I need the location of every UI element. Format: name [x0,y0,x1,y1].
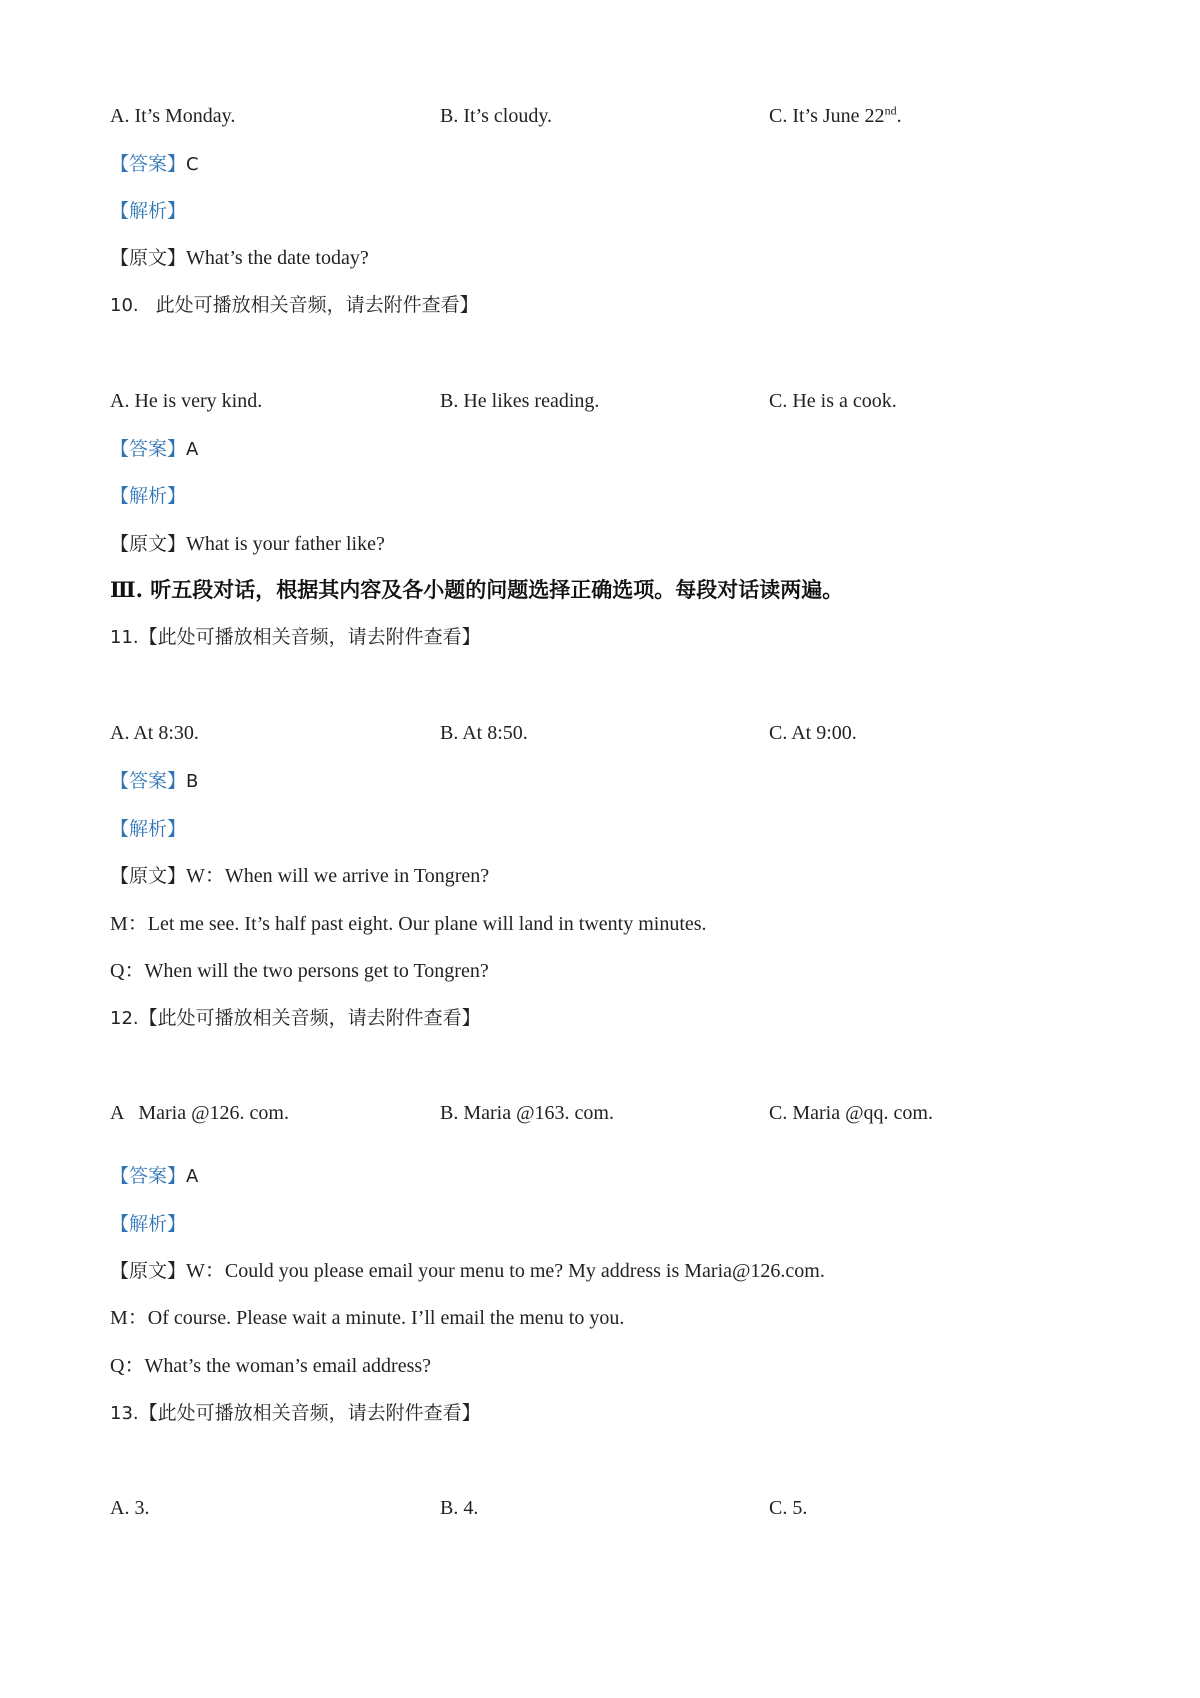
q13-option-a: A. 3. [110,1497,150,1519]
answer-value: C [186,154,199,175]
q11-option-b: B. At 8:50. [440,722,528,744]
q11-option-a: A. At 8:30. [110,722,199,744]
original-tag: 【原文】 [110,247,187,269]
answer-value: A [186,439,199,460]
audio-prompt: 【此处可播放相关音频，请去附件查看】 [138,1402,481,1424]
q13-prompt [110,1399,481,1428]
analysis-tag: 【解析】 [110,818,187,840]
answer-tag: 【答案】 [110,1165,187,1187]
q11-original-line-1 [110,862,489,890]
q13-options [110,1494,1110,1522]
audio-prompt: 【此处可播放相关音频，请去附件查看】 [138,1007,481,1029]
original-tag: 【原文】 [110,865,187,887]
q12-options [110,1099,1110,1127]
answer-value: A [186,1166,199,1187]
q12-original-line-3: Q：What’s the woman’s email address? [110,1355,432,1377]
q9-option-a: A. It’s Monday. [110,105,236,127]
q12-option-c: C. Maria @qq. com. [769,1102,933,1124]
audio-prompt: 此处可播放相关音频，请去附件查看】 [155,294,479,316]
q9-option-c-text: C. It’s June 22 [769,105,885,127]
q11-answer [110,767,198,796]
q13-option-c: C. 5. [769,1497,808,1519]
q13-option-b: B. 4. [440,1497,479,1519]
q12-analysis [110,1210,186,1238]
q10-options [110,387,1110,415]
original-text: W：When will we arrive in Tongren? [186,865,490,887]
q11-option-c: C. At 9:00. [769,722,857,744]
original-text: W：Could you please email your menu to me? My address is Maria@126.com. [186,1260,825,1282]
q9-answer [110,150,199,179]
q9-option-c-sup: nd [884,103,897,118]
original-text: What’s the date today? [186,247,369,269]
original-tag: 【原文】 [110,1260,187,1282]
section-heading: Ⅲ. 听五段对话，根据其内容及各小题的问题选择正确选项。每段对话读两遍。 [110,577,844,602]
audio-prompt: 【此处可播放相关音频，请去附件查看】 [138,626,481,648]
question-number: 11. [110,627,139,648]
q11-original-line-3: Q：When will the two persons get to Tongren? [110,960,489,982]
q12-prompt [110,1004,481,1033]
q9-option-b: B. It’s cloudy. [440,105,553,127]
q12-option-b: B. Maria @163. com. [440,1102,614,1124]
q12-original-line-1 [110,1257,825,1285]
q10-prompt [110,291,479,320]
q10-option-a: A. He is very kind. [110,390,263,412]
q9-original [110,244,369,272]
q9-options [110,102,1110,130]
q12-option-a: A Maria @126. com. [110,1102,289,1124]
q11-analysis [110,815,186,843]
original-text: What is your father like? [186,533,385,555]
answer-tag: 【答案】 [110,153,187,175]
answer-tag: 【答案】 [110,438,187,460]
q9-option-c-tail: . [896,105,902,127]
q11-options [110,719,1110,747]
q10-original [110,530,385,558]
q10-analysis [110,482,186,510]
analysis-tag: 【解析】 [110,485,187,507]
q9-analysis [110,197,186,225]
q9-option-c [769,102,902,130]
q10-option-b: B. He likes reading. [440,390,600,412]
answer-value: B [186,771,199,792]
q10-option-c: C. He is a cook. [769,390,897,412]
q12-answer [110,1162,198,1191]
q11-prompt [110,623,481,652]
question-number: 13. [110,1403,139,1424]
analysis-tag: 【解析】 [110,200,187,222]
question-number: 12. [110,1008,139,1029]
q10-answer [110,435,198,464]
original-tag: 【原文】 [110,533,187,555]
answer-tag: 【答案】 [110,770,187,792]
q12-original-line-2: M：Of course. Please wait a minute. I’ll email the menu to you. [110,1307,625,1329]
analysis-tag: 【解析】 [110,1213,187,1235]
q11-original-line-2: M：Let me see. It’s half past eight. Our plane will land in twenty minutes. [110,913,707,935]
question-number: 10. [110,295,139,316]
